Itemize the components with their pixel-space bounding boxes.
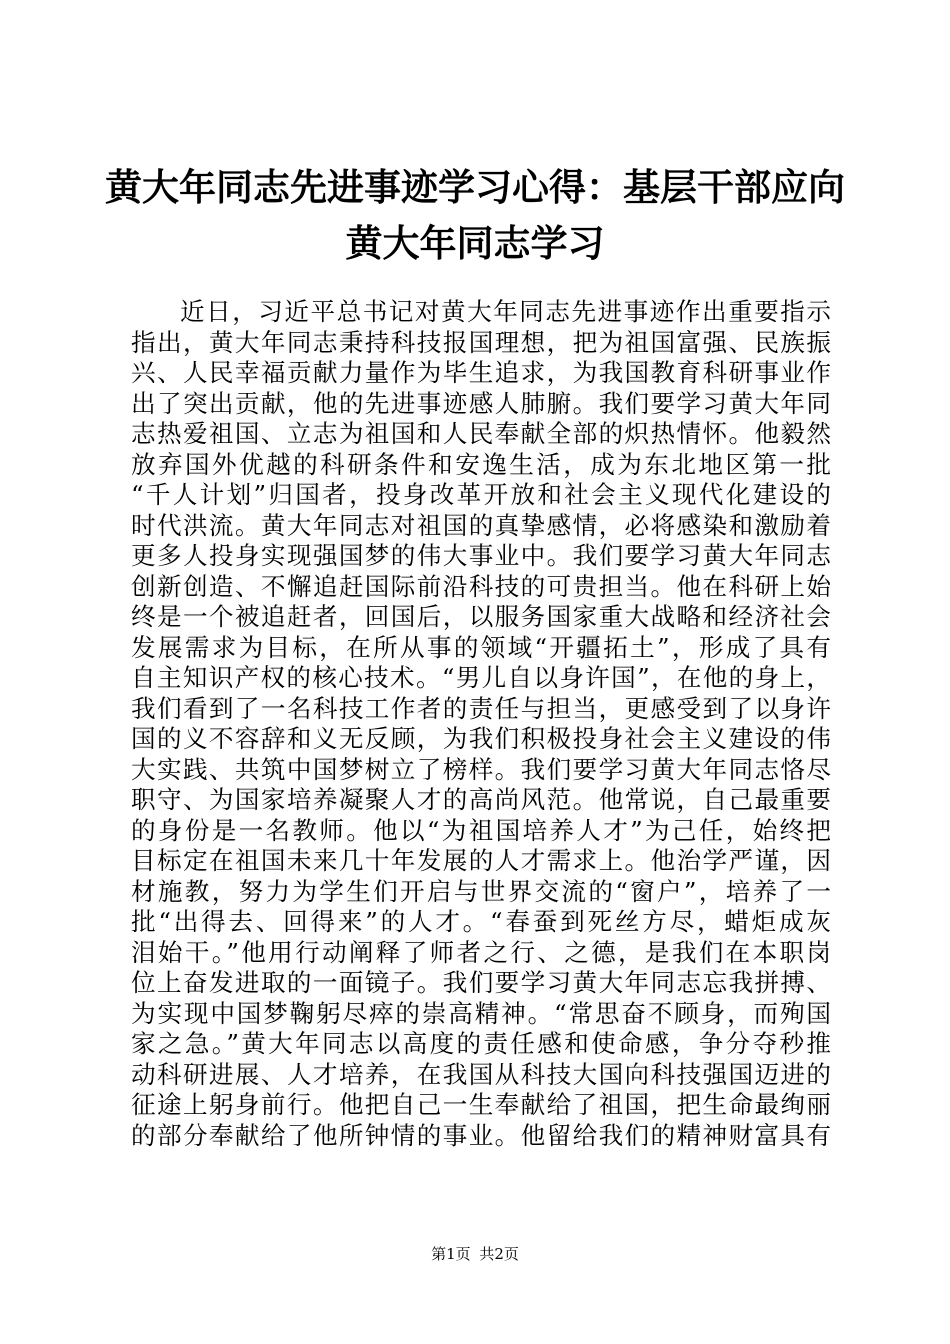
body-line: 目标定在祖国未来几十年发展的人才需求上。他治学严谨，因 [131,846,831,875]
body-line: 位上奋发进取的一面镜子。我们要学习黄大年同志忘我拼搏、 [131,968,831,997]
body-line: 更多人投身实现强国梦的伟大事业中。我们要学习黄大年同志 [131,541,831,570]
body-line: 近日，习近平总书记对黄大年同志先进事迹作出重要指示 [180,297,831,326]
body-line: 兴、人民幸福贡献力量作为毕生追求，为我国教育科研事业作 [131,358,831,387]
document-title [60,160,890,272]
page-number-current: 第1页 [431,1245,471,1263]
page-number-total: 共2页 [479,1245,519,1263]
body-line: 泪始干。”他用行动阐释了师者之行、之德，是我们在本职岗 [131,937,831,967]
body-line: 出了突出贡献，他的先进事迹感人肺腑。我们要学习黄大年同 [131,388,831,418]
body-line: 国的义不容辞和义无反顾，为我们积极投身社会主义建设的伟 [131,724,831,753]
body-line: 发展需求为目标，在所从事的领域“开疆拓土”，形成了具有 [131,632,831,662]
body-line: 大实践、共筑中国梦树立了榜样。我们要学习黄大年同志恪尽 [131,754,831,784]
body-line: 自主知识产权的核心技术。“男儿自以身许国”，在他的身上， [131,663,831,692]
body-paragraph [131,297,831,1151]
body-line: 职守、为国家培养凝聚人才的高尚风范。他常说，自己最重要 [131,785,831,814]
body-line: 征途上躬身前行。他把自己一生奉献给了祖国，把生命最绚丽 [131,1090,831,1119]
body-line: 动科研进展、人才培养，在我国从科技大国向科技强国迈进的 [131,1059,831,1089]
title-line: 黄大年同志先进事迹学习心得：基层干部应向 [105,166,845,209]
body-line: 为实现中国梦鞠躬尽瘁的崇高精神。“常思奋不顾身，而殉国 [131,998,831,1028]
body-line: 放弃国外优越的科研条件和安逸生活，成为东北地区第一批 [131,449,831,479]
body-line: 的部分奉献给了他所钟情的事业。他留给我们的精神财富具有 [131,1120,831,1150]
body-line: 我们看到了一名科技工作者的责任与担当，更感受到了以身许 [131,693,831,723]
body-line: 终是一个被追赶者，回国后，以服务国家重大战略和经济社会 [131,602,831,631]
body-line: 志热爱祖国、立志为祖国和人民奉献全部的炽热情怀。他毅然 [131,419,831,448]
body-line: 创新创造、不懈追赶国际前沿科技的可贵担当。他在科研上始 [131,571,831,601]
body-line: 材施教，努力为学生们开启与世界交流的“窗户”，培养了一 [131,876,831,906]
body-line: 时代洪流。黄大年同志对祖国的真挚感情，必将感染和激励着 [131,510,831,540]
body-line: “千人计划”归国者，投身改革开放和社会主义现代化建设的 [131,480,831,509]
title-line: 黄大年同志学习 [345,222,605,265]
body-line: 家之急。”黄大年同志以高度的责任感和使命感，争分夺秒推 [131,1029,831,1058]
page-footer [0,1244,950,1264]
body-line: 的身份是一名教师。他以“为祖国培养人才”为己任，始终把 [131,815,831,845]
body-line: 批“出得去、回得来”的人才。“春蚕到死丝方尽，蜡炬成灰 [131,907,831,936]
body-line: 指出，黄大年同志秉持科技报国理想，把为祖国富强、民族振 [131,327,831,357]
